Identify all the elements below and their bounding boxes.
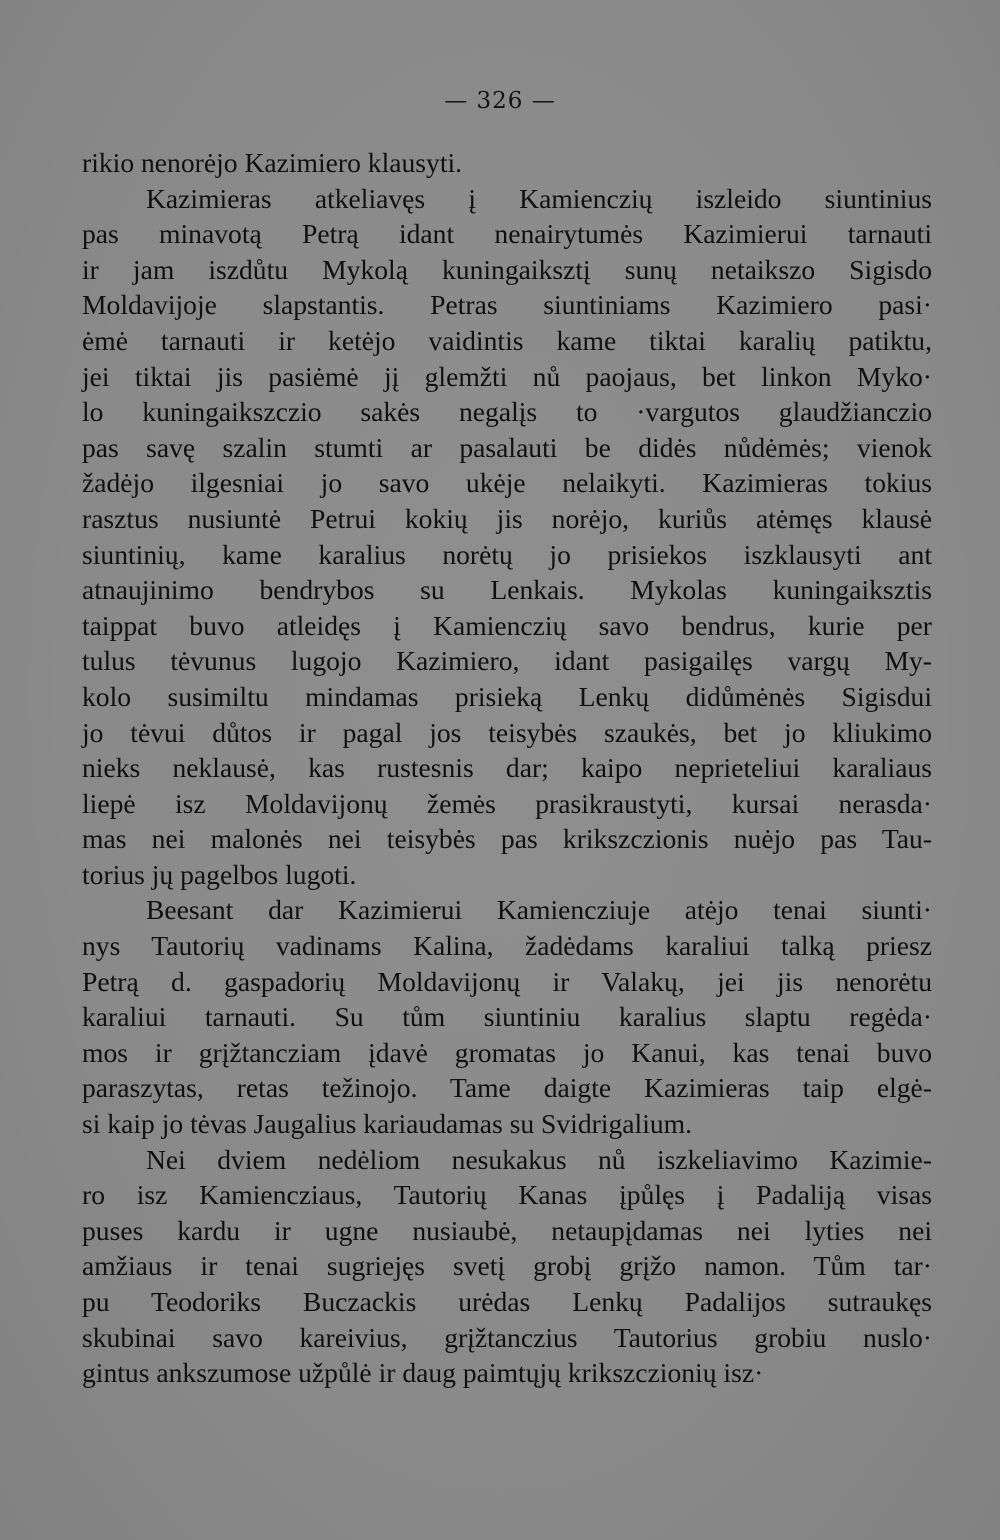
text-line: rasztus nusiuntė Petrui kokių jis norėjo, kuriůs atėmęs klausė (82, 502, 932, 534)
text-line: siuntinių, kame karalius norėtų jo prisiekos iszklausyti ant (82, 538, 932, 570)
text-line: Petrą d. gaspadorių Moldavijonų ir Valakų, jei jis nenorėtu (82, 965, 932, 997)
text-line: pu Teodoriks Buczackis urėdas Lenkų Padalijos sutraukęs (82, 1286, 932, 1317)
page-number: — 326 — (444, 88, 556, 114)
text-line: Nei dviem nedėliom nesukakus nů iszkeliavimo Kazimie- (146, 1143, 932, 1175)
text-line: ir jam iszdůtu Mykolą kuningaiksztį sunų netaikszo Sigisdo (82, 253, 932, 285)
paragraph (82, 892, 932, 1141)
text-line: taippat buvo atleidęs į Kamienczių savo bendrus, kurie per (82, 609, 932, 641)
text-line: Kazimieras atkeliavęs į Kamienczių iszleido siuntinius (146, 182, 932, 214)
text-line: gintus ankszumose užpůlė ir daug paimtųjų krikszczionių isz· (82, 1357, 764, 1389)
text-line: mos ir grįžtancziam įdavė gromatas jo Kanui, kas tenai buvo (82, 1036, 932, 1068)
text-line: Moldavijoje slapstantis. Petras siuntiniams Kazimiero pasi· (82, 289, 932, 321)
text-line: tulus tėvunus lugojo Kazimiero, idant pasigailęs vargų My- (82, 645, 932, 677)
text-line: pas savę szalin stumti ar pasalauti be didės nůdėmės; vienok (82, 431, 932, 463)
paragraph (82, 145, 932, 181)
text-line: ėmė tarnauti ir ketėjo vaidintis kame tiktai karalių patiktu, (82, 324, 932, 356)
paragraph (82, 1142, 932, 1391)
text-line: jei tiktai jis pasiėmė jį glemžti nů paojaus, bet linkon Myko· (82, 360, 932, 392)
text-line: lo kuningaikszczio sakės negalįs to ·vargutos glaudžianczio (82, 396, 932, 428)
text-line: nieks neklausė, kas rustesnis dar; kaipo neprieteliui karaliaus (82, 752, 932, 784)
text-line: amžiaus ir tenai sugriejęs svetį grobį grįžo namon. Tům tar· (82, 1250, 932, 1282)
text-line: karaliui tarnauti. Su tům siuntiniu karalius slaptu regėda· (82, 1001, 932, 1033)
text-line: skubinai savo kareivius, grįžtanczius Tautorius grobiu nuslo· (82, 1321, 932, 1353)
text-line: atnaujinimo bendrybos su Lenkais. Mykolas kuningaiksztis (82, 574, 932, 606)
text-line: žadėjo ilgesniai jo savo ukėje nelaikyti. Kazimieras tokius (82, 467, 932, 499)
text-line: pas minavotą Petrą idant nenairytumės Kazimierui tarnauti (82, 218, 932, 250)
text-line: torius jų pagelbos lugoti. (82, 858, 357, 890)
text-line: si kaip jo tėvas Jaugalius kariaudamas su Svidrigalium. (82, 1108, 693, 1140)
text-line: rikio nenorėjo Kazimiero klausyti. (82, 147, 463, 178)
text-line: nys Tautorių vadinams Kalina, žadėdams karaliui talką priesz (82, 930, 932, 962)
text-line: mas nei malonės nei teisybės pas krikszczionis nuėjo pas Tau- (82, 823, 932, 855)
text-line: paraszytas, retas težinojo. Tame daigte Kazimieras taip elgė- (82, 1072, 932, 1104)
text-line: ro isz Kamienczіaus, Tautorių Kanas įpůlęs į Padaliją visas (82, 1179, 932, 1211)
text-line: puses kardu ir ugne nusiaubė, netaupįdamas nei lyties nei (82, 1214, 932, 1246)
paragraph (82, 181, 932, 893)
text-line: liepė isz Moldavijonų žemės prasikraustyti, kursai nerasda· (82, 787, 932, 819)
text-line: jo tėvui důtos ir pagal jos teisybės szaukės, bet jo kliukimo (82, 716, 932, 748)
text-line: kolo susimiltu mindamas prisieką Lenkų didůmėnės Sigisdui (82, 680, 932, 712)
text-line: Beesant dar Kazimierui Kamienczіuje atėjo tenai siunti· (146, 894, 932, 926)
body-text (82, 145, 932, 1391)
